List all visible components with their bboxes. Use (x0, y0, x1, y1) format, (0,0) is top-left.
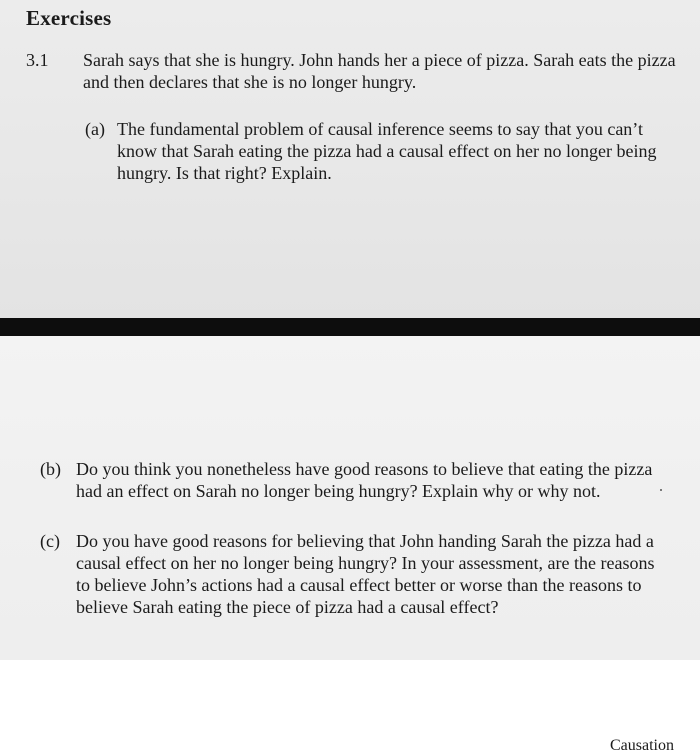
top-page (0, 0, 700, 318)
part-c-label: (c) (40, 531, 60, 551)
page-gap-divider (0, 318, 700, 336)
section-heading: Exercises (26, 6, 112, 30)
part-b-label: (b) (40, 459, 61, 479)
running-head: Causation (610, 737, 674, 754)
part-a-label: (a) (85, 119, 105, 139)
exercise-number: 3.1 (26, 50, 49, 70)
part-c-text: Do you have good reasons for believing that John handing Sarah the pizza had a causal effect on her no longer being hungry? In your assessment, are the reasons to believe John’s actions had a causal effect better or worse than the reasons to believe Sarah eating the piece of pizza had a causal effect? (76, 531, 655, 617)
paper-speck (660, 489, 662, 491)
exercise-prompt: Sarah says that she is hungry. John hands her a piece of pizza. Sarah eats the pizza and then declares that she is no longer hungry. (83, 50, 676, 92)
part-a-text: The fundamental problem of causal inference seems to say that you can’t know that Sarah eating the pizza had a causal effect on her no longer being hungry. Is that right? Explain. (117, 119, 657, 183)
part-b-text: Do you think you nonetheless have good reasons to believe that eating the pizza had an effect on Sarah no longer being hungry? Explain why or why not. (76, 459, 653, 501)
